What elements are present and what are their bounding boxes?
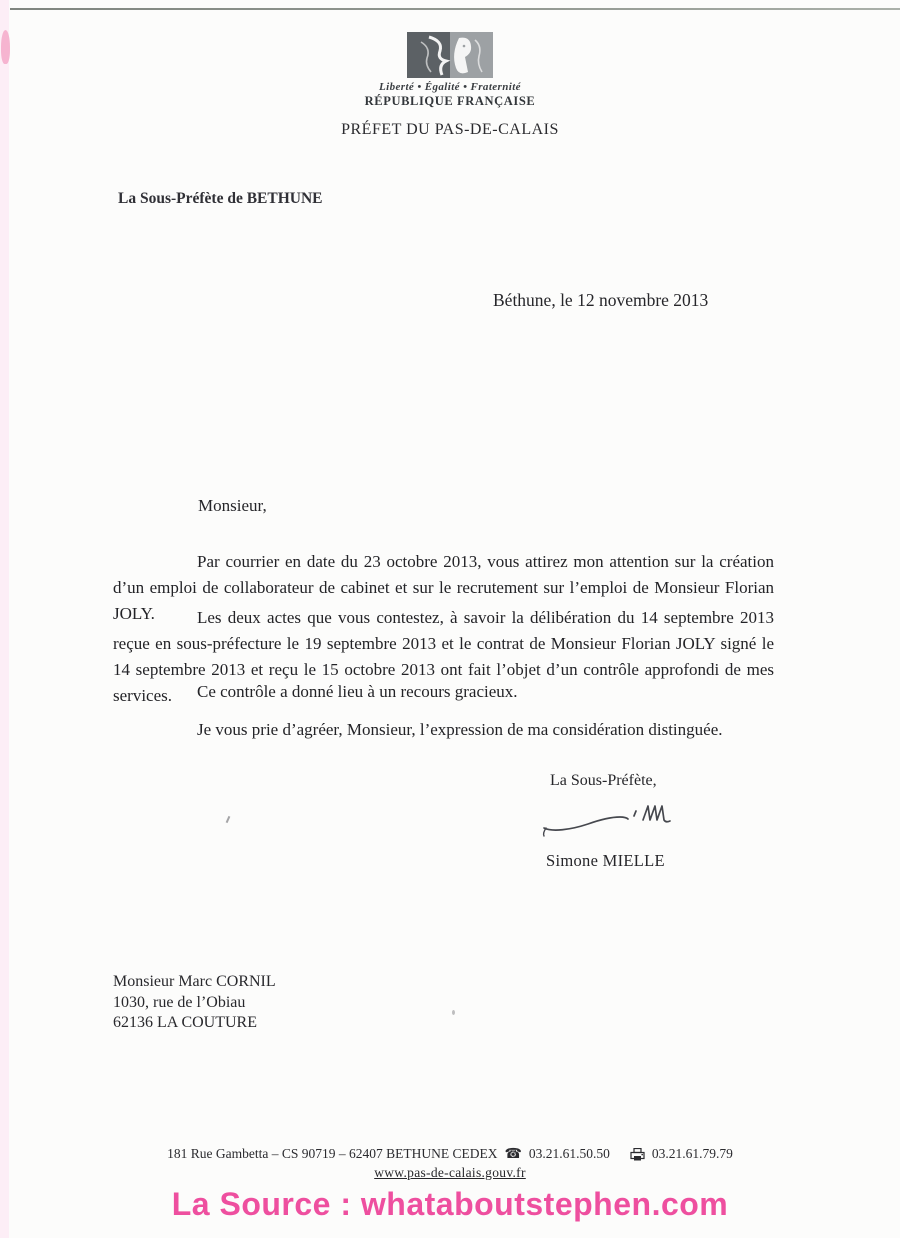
letterhead <box>0 32 900 139</box>
sender-line: La Sous-Préfète de BETHUNE <box>118 190 323 207</box>
scan-speck <box>452 1010 455 1015</box>
body-paragraph: Je vous prie d’agréer, Monsieur, l’expression de ma considération distinguée. <box>197 720 723 739</box>
republic-motto: Liberté • Égalité • Fraternité <box>379 81 521 93</box>
marianne-logo-icon <box>407 32 493 78</box>
scan-speck <box>226 816 231 823</box>
phone-icon: ☎ <box>504 1146 522 1162</box>
fax-icon <box>630 1148 645 1161</box>
footer-address: 181 Rue Gambetta – CS 90719 – 62407 BETHUNE CEDEX <box>167 1146 498 1161</box>
salutation: Monsieur, <box>198 496 267 515</box>
closing-title: La Sous-Préfète, <box>550 772 657 789</box>
footer-website-link: www.pas-de-calais.gouv.fr <box>374 1165 526 1180</box>
prefecture-title: PRÉFET DU PAS-DE-CALAIS <box>341 121 559 138</box>
recipient-name: Monsieur Marc CORNIL <box>113 973 276 990</box>
recipient-street: 1030, rue de l’Obiau <box>113 993 246 1011</box>
recipient-address <box>113 972 276 1034</box>
recipient-city: 62136 LA COUTURE <box>113 1014 257 1031</box>
body-paragraph: Ce contrôle a donné lieu à un recours gracieux. <box>197 682 518 701</box>
handwritten-signature <box>540 798 690 846</box>
body-paragraph: Les deux actes que vous contestez, à savoir la délibération du 14 septembre 2013 reçue en sous-préfecture le 19 septembre 2013 et le contrat de Monsieur Florian JOLY signé le 14 septembre 2013 et reçu le 15 octobre 2013 ont fait l’objet d’un contrôle approfondi de mes services. <box>113 608 774 705</box>
footer-contact-line <box>0 1146 900 1162</box>
scan-edge-line <box>10 8 900 10</box>
scan-left-strip <box>0 0 9 1238</box>
footer-fax: 03.21.61.79.79 <box>651 1146 733 1161</box>
signatory-name: Simone MIELLE <box>546 851 665 870</box>
footer-phone: 03.21.61.50.50 <box>528 1146 610 1161</box>
dateline: Béthune, le 12 novembre 2013 <box>493 290 709 310</box>
body-paragraph: Par courrier en date du 23 octobre 2013, vous attirez mon attention sur la création d’un emploi de collaborateur de cabinet et sur le recrutement sur l’emploi de Monsieur Florian JOLY. <box>113 552 774 623</box>
source-watermark: La Source : whataboutstephen.com <box>171 1186 729 1222</box>
republic-name: RÉPUBLIQUE FRANÇAISE <box>364 94 536 108</box>
letter-footer <box>0 1146 900 1181</box>
